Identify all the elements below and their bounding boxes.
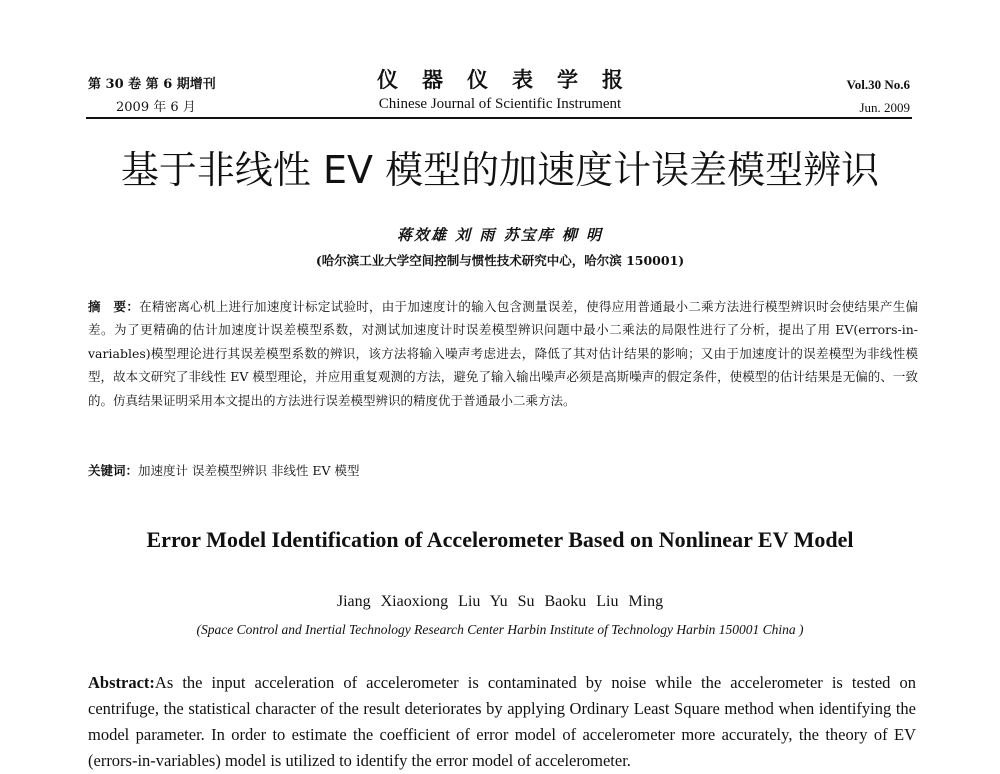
header-right [847, 73, 910, 119]
abstract-cn-text: 在精密离心机上进行加速度计标定试验时，由于加速度计的输入包含测量误差，使得应用普通最小二乘方法进行模型辨识时会使结果产生偏差。为了更精确的估计加速度计误差模型系数，对测试加速度计时误差模型辨识问题中最小二乘法的局限性进行了分析，提出了用 EV(errors-in-variables)模型理论进行其误差模型系数的辨识，该方法将输入噪声考虑进去，降低了其对估计结果的影响；又由于加速度计的误差模型为非线性模型，故本文研究了非线性 EV 模型理论，并应用重复观测的方法，避免了输入输出噪声必须是高斯噪声的假定条件，使模型的估计结果是无偏的、一致的。仿真结果证明采用本文提出的方法进行误差模型辨识的精度优于普通最小二乘方法。 [88, 299, 918, 408]
authors-cn: 蒋效雄 刘 雨 苏宝库 柳 明 [396, 226, 604, 244]
journal-name-cn: 仪器仪表学报 [377, 67, 647, 92]
keywords-cn [88, 459, 918, 482]
abstract-en-label: Abstract: [88, 673, 155, 692]
header-volume-en: Vol.30 No.6 [846, 77, 910, 92]
paper-title-en: Error Model Identification of Accelerometer Based on Nonlinear EV Model [146, 527, 854, 552]
paper-title-cn: 基于非线性 EV 模型的加速度计误差模型辨识 [120, 148, 880, 192]
journal-name-en: Chinese Journal of Scientific Instrument [378, 96, 622, 112]
abstract-en [88, 670, 916, 774]
header-date-cn: 2009 年 6 月 [116, 100, 196, 115]
header-date-en: Jun. 2009 [859, 100, 910, 115]
affiliation-cn: (哈尔滨工业大学空间控制与惯性技术研究中心，哈尔滨 150001) [315, 253, 685, 268]
authors-en: Jiang Xiaoxiong Liu Yu Su Baoku Liu Ming [336, 593, 664, 610]
abstract-cn-label: 摘 要： [88, 299, 140, 314]
keywords-cn-label: 关键词： [88, 463, 139, 478]
affiliation-en: (Space Control and Inertial Technology Research Center Harbin Institute of Technology Harbin 150001 China ) [196, 622, 804, 637]
header-rule [86, 117, 912, 119]
header-volume-issue: 第 30 卷 第 6 期增刊 [88, 77, 216, 92]
abstract-cn [88, 295, 918, 412]
keywords-cn-text: 加速度计 误差模型辨识 非线性 EV 模型 [138, 463, 360, 478]
abstract-en-text: As the input acceleration of accelerometer is contaminated by noise while the accelerometer is tested on centrifuge, the statistical character of the result deteriorates by applying Ordinary Least Square method when identifying the model parameter. In order to estimate the coefficient of error model of accelerometer more accurately, the theory of EV (errors-in-variables) model is utilized to identify the error model of accelerometer. [88, 673, 916, 770]
